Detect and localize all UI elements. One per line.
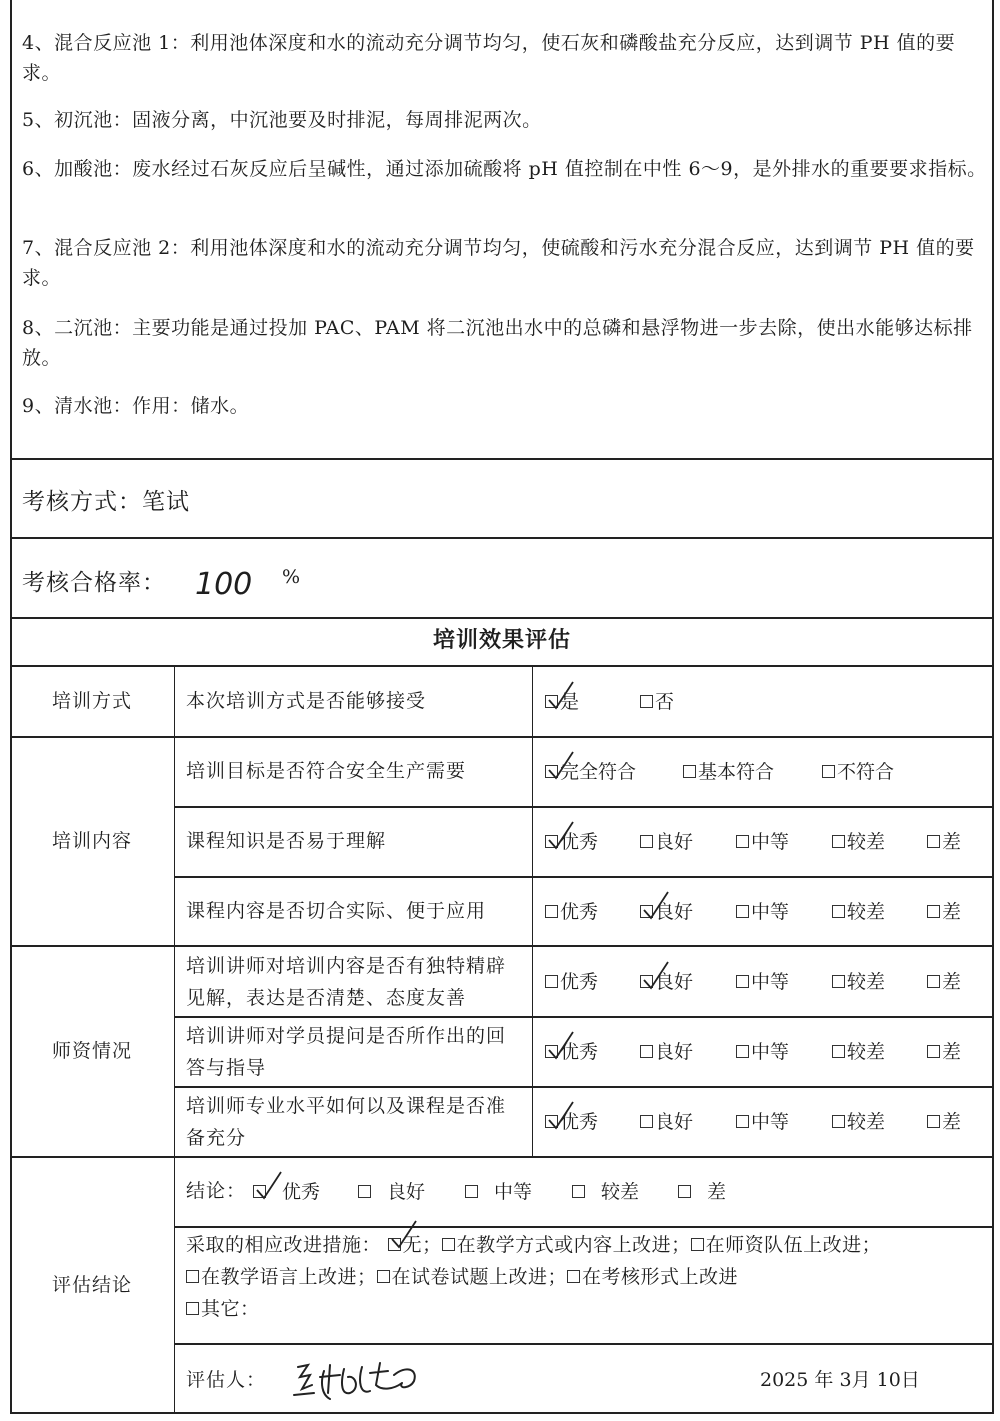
table-column-divider xyxy=(174,665,175,1414)
checkbox[interactable] xyxy=(822,765,835,778)
option[interactable] xyxy=(678,1180,726,1204)
option[interactable] xyxy=(832,1040,885,1064)
option-cell[interactable] xyxy=(927,900,961,924)
paragraph-item-5: 5、初沉池：固液分离，中沉池要及时排泥，每周排泥两次。 xyxy=(22,109,542,131)
checkbox[interactable] xyxy=(927,975,940,988)
option-cell[interactable] xyxy=(832,1040,885,1064)
option-cell[interactable] xyxy=(545,690,579,714)
checkbox[interactable] xyxy=(927,905,940,918)
divider xyxy=(10,1156,994,1158)
checkbox[interactable] xyxy=(640,1115,653,1128)
divider xyxy=(174,1086,994,1088)
date-year: 2025 xyxy=(760,1369,809,1391)
checkmark-icon xyxy=(642,890,672,922)
option-cell[interactable] xyxy=(640,690,674,714)
option[interactable] xyxy=(567,1261,738,1293)
option[interactable] xyxy=(253,1180,320,1204)
option-label: 中等 xyxy=(751,1041,790,1063)
option[interactable] xyxy=(736,970,789,994)
option-label: 优秀 xyxy=(282,1181,321,1203)
option-label: 差 xyxy=(942,1111,962,1133)
divider xyxy=(174,876,994,878)
improvement-label: 采取的相应改进措施： xyxy=(186,1234,382,1256)
option[interactable] xyxy=(691,1229,882,1261)
pass-rate-unit: % xyxy=(282,566,301,588)
option[interactable] xyxy=(736,900,789,924)
option-cell[interactable] xyxy=(832,830,885,854)
option[interactable] xyxy=(736,1040,789,1064)
question-text: 培训师专业水平如何以及课程是否准备充分 xyxy=(186,1095,507,1149)
option-cell[interactable] xyxy=(545,830,598,854)
option-label: 差 xyxy=(707,1181,727,1203)
divider xyxy=(10,617,994,619)
date-month: 3 xyxy=(839,1369,852,1391)
checkbox[interactable] xyxy=(683,765,696,778)
checkbox[interactable] xyxy=(678,1185,691,1198)
option[interactable] xyxy=(640,900,693,924)
divider xyxy=(10,537,994,539)
question-text: 本次培训方式是否能够接受 xyxy=(186,690,427,712)
option[interactable] xyxy=(572,1180,639,1204)
option-label: 中等 xyxy=(751,971,790,993)
option-label: 差 xyxy=(942,901,962,923)
option-cell[interactable] xyxy=(832,1110,885,1134)
checkbox[interactable] xyxy=(465,1185,478,1198)
evaluation-title: 培训效果评估 xyxy=(432,627,571,653)
section-label-teacher: 师资情况 xyxy=(51,1040,132,1062)
divider xyxy=(10,665,994,667)
option-label: 在教学方式或内容上改进； xyxy=(456,1234,691,1256)
option-cell[interactable] xyxy=(640,900,693,924)
option-cell[interactable] xyxy=(736,830,789,854)
checkbox[interactable] xyxy=(736,1115,749,1128)
option-label: 差 xyxy=(942,971,962,993)
option-cell[interactable] xyxy=(822,760,894,784)
evaluation-date xyxy=(760,1365,920,1395)
paragraph-item-4: 4、混合反应池 1：利用池体深度和水的流动充分调节均匀，使石灰和磷酸盐充分反应，达到调节 PH 值的要求。 xyxy=(22,32,956,84)
option[interactable] xyxy=(927,1040,961,1064)
option-cell[interactable] xyxy=(736,970,789,994)
checkbox[interactable] xyxy=(927,1045,940,1058)
paragraph-item-9: 9、清水池：作用：储水。 xyxy=(22,395,250,417)
checkbox[interactable] xyxy=(832,1045,845,1058)
checkbox[interactable] xyxy=(832,905,845,918)
divider xyxy=(10,945,994,947)
option-label: 在试卷试题上改进； xyxy=(391,1266,568,1288)
option[interactable] xyxy=(545,830,598,854)
improvement-block xyxy=(186,1229,986,1325)
option-label: 无； xyxy=(402,1234,442,1256)
option-cell[interactable] xyxy=(545,760,636,784)
checkbox[interactable] xyxy=(927,1115,940,1128)
checkmark-icon xyxy=(547,680,580,713)
option-label: 完全符合 xyxy=(560,761,637,783)
option[interactable] xyxy=(736,1110,789,1134)
option[interactable] xyxy=(377,1261,568,1293)
option-label: 较差 xyxy=(847,971,886,993)
checkmark-icon xyxy=(547,750,577,782)
date-month-unit: 月 xyxy=(851,1369,871,1391)
option[interactable] xyxy=(822,760,894,784)
option-cell[interactable] xyxy=(545,1040,598,1064)
table-column-divider xyxy=(532,665,533,1156)
option-label: 优秀 xyxy=(560,1041,599,1063)
improvement-other: 其它： xyxy=(201,1298,260,1320)
option-cell[interactable] xyxy=(927,970,961,994)
date-year-unit: 年 xyxy=(814,1369,834,1391)
option-label: 中等 xyxy=(751,901,790,923)
section-label-method: 培训方式 xyxy=(51,690,132,712)
checkbox[interactable] xyxy=(927,835,940,848)
option-label: 在教学语言上改进； xyxy=(201,1266,377,1288)
option-cell[interactable] xyxy=(927,1110,961,1134)
option-label: 良好 xyxy=(655,901,694,923)
option-cell[interactable] xyxy=(927,1040,961,1064)
option-label: 优秀 xyxy=(560,831,599,853)
option-label: 中等 xyxy=(751,831,790,853)
question-text: 课程内容是否切合实际、便于应用 xyxy=(186,900,487,922)
option[interactable] xyxy=(640,1040,693,1064)
paragraph-item-6: 6、加酸池：废水经过石灰反应后呈碱性，通过添加硫酸将 pH 值控制在中性 6～9，是外排水的重要要求指标。 xyxy=(22,158,987,180)
checkbox[interactable] xyxy=(832,1115,845,1128)
checkbox[interactable] xyxy=(691,1238,704,1251)
option[interactable] xyxy=(927,830,961,854)
option-cell[interactable] xyxy=(545,900,598,924)
option-label: 优秀 xyxy=(560,971,599,993)
section-label-content: 培训内容 xyxy=(51,830,132,852)
option-label: 优秀 xyxy=(560,901,599,923)
date-day-unit: 日 xyxy=(900,1369,920,1391)
option[interactable] xyxy=(186,1261,377,1293)
option-cell[interactable] xyxy=(832,900,885,924)
option-label: 差 xyxy=(942,831,962,853)
option-label: 良好 xyxy=(655,1111,694,1133)
conclusion-option[interactable] xyxy=(678,1180,726,1204)
checkmark-icon xyxy=(547,820,577,852)
option-label: 否 xyxy=(655,691,675,713)
option-label: 差 xyxy=(942,1041,962,1063)
option-label: 基本符合 xyxy=(698,761,775,783)
conclusion-option[interactable] xyxy=(253,1180,320,1204)
checkmark-icon xyxy=(255,1170,285,1202)
option-cell[interactable] xyxy=(927,830,961,854)
option[interactable] xyxy=(545,760,636,784)
option[interactable] xyxy=(545,970,598,994)
checkmark-icon xyxy=(642,960,672,992)
option-label: 良好 xyxy=(655,971,694,993)
option[interactable] xyxy=(545,1110,598,1134)
question-text: 培训讲师对培训内容是否有独特精辟见解，表达是否清楚、态度友善 xyxy=(186,955,507,1009)
option-cell[interactable] xyxy=(640,830,693,854)
assessment-method xyxy=(22,483,190,516)
checkbox[interactable] xyxy=(640,835,653,848)
option-label: 较差 xyxy=(847,1111,886,1133)
divider xyxy=(174,1016,994,1018)
option-label: 良好 xyxy=(387,1181,426,1203)
checkmark-icon xyxy=(547,1100,577,1132)
question-text: 课程知识是否易于理解 xyxy=(186,830,387,852)
paragraph-item-8: 8、二沉池：主要功能是通过投加 PAC、PAM 将二沉池出水中的总磷和悬浮物进一步去除，使出水能够达标排放。 xyxy=(22,317,973,369)
divider xyxy=(174,1226,994,1228)
option[interactable] xyxy=(832,1110,885,1134)
option-cell[interactable] xyxy=(545,1110,598,1134)
option[interactable] xyxy=(545,900,598,924)
conclusion-option[interactable] xyxy=(572,1180,639,1204)
option[interactable] xyxy=(736,830,789,854)
option-label: 良好 xyxy=(655,1041,694,1063)
checkbox[interactable] xyxy=(377,1270,390,1283)
checkbox[interactable] xyxy=(572,1185,585,1198)
option-cell[interactable] xyxy=(640,1040,693,1064)
assessment-method-label: 考核方式： xyxy=(22,489,142,515)
divider xyxy=(10,458,994,460)
option-label: 在师资队伍上改进； xyxy=(705,1234,882,1256)
option-cell[interactable] xyxy=(736,900,789,924)
option[interactable] xyxy=(640,830,693,854)
divider xyxy=(10,736,994,738)
date-day: 10 xyxy=(876,1369,901,1391)
checkbox[interactable] xyxy=(545,905,558,918)
option[interactable] xyxy=(640,970,693,994)
checkbox[interactable] xyxy=(832,975,845,988)
option-cell[interactable] xyxy=(683,760,774,784)
checkbox[interactable] xyxy=(736,975,749,988)
option[interactable] xyxy=(927,970,961,994)
conclusion-label: 结论： xyxy=(186,1180,247,1202)
checkbox[interactable] xyxy=(736,905,749,918)
signature xyxy=(290,1355,440,1410)
checkbox[interactable] xyxy=(545,975,558,988)
option-label: 优秀 xyxy=(560,1111,599,1133)
conclusion-option[interactable] xyxy=(358,1180,425,1204)
option[interactable] xyxy=(640,690,674,714)
option-label: 在考核形式上改进 xyxy=(582,1266,739,1288)
option-label: 良好 xyxy=(655,831,694,853)
pass-rate-value: 100 xyxy=(195,567,253,602)
option-label: 是 xyxy=(560,691,580,713)
option[interactable] xyxy=(683,760,774,784)
checkbox[interactable] xyxy=(832,835,845,848)
option-cell[interactable] xyxy=(545,970,598,994)
checkbox[interactable] xyxy=(442,1238,455,1251)
option[interactable] xyxy=(465,1180,532,1204)
evaluator-label: 评估人： xyxy=(186,1369,267,1391)
checkbox[interactable] xyxy=(186,1270,199,1283)
checkbox[interactable] xyxy=(567,1270,580,1283)
pass-rate-label: 考核合格率： xyxy=(22,570,166,596)
option-label: 较差 xyxy=(601,1181,640,1203)
section-label-conclusion: 评估结论 xyxy=(51,1274,132,1296)
option[interactable] xyxy=(545,1040,598,1064)
option-label: 较差 xyxy=(847,831,886,853)
question-text: 培训讲师对学员提问是否所作出的回答与指导 xyxy=(186,1025,507,1079)
divider xyxy=(174,806,994,808)
option-cell[interactable] xyxy=(736,1040,789,1064)
checkbox[interactable] xyxy=(640,695,653,708)
checkbox[interactable] xyxy=(736,835,749,848)
checkbox[interactable] xyxy=(358,1185,371,1198)
assessment-method-value: 笔试 xyxy=(142,489,190,515)
option-label: 中等 xyxy=(751,1111,790,1133)
option-cell[interactable] xyxy=(832,970,885,994)
option[interactable] xyxy=(442,1229,691,1261)
question-text: 培训目标是否符合安全生产需要 xyxy=(186,760,467,782)
paragraph-item-7: 7、混合反应池 2：利用池体深度和水的流动充分调节均匀，使硫酸和污水充分混合反应，达到调节 PH 值的要求。 xyxy=(22,237,975,289)
checkbox[interactable] xyxy=(736,1045,749,1058)
option-label: 较差 xyxy=(847,1041,886,1063)
option[interactable] xyxy=(388,1229,442,1261)
divider xyxy=(174,1343,994,1345)
option-label: 中等 xyxy=(494,1181,533,1203)
option[interactable] xyxy=(927,900,961,924)
option-label: 较差 xyxy=(847,901,886,923)
checkmark-icon xyxy=(390,1219,420,1251)
checkbox[interactable] xyxy=(186,1302,199,1315)
option-cell[interactable] xyxy=(640,1110,693,1134)
checkmark-icon xyxy=(547,1030,577,1062)
option[interactable] xyxy=(640,1110,693,1134)
option-cell[interactable] xyxy=(736,1110,789,1134)
option[interactable] xyxy=(832,830,885,854)
option[interactable] xyxy=(927,1110,961,1134)
option[interactable] xyxy=(832,900,885,924)
option[interactable] xyxy=(358,1180,425,1204)
option-label: 不符合 xyxy=(837,761,895,783)
checkbox[interactable] xyxy=(640,1045,653,1058)
pass-rate xyxy=(22,564,166,597)
option-cell[interactable] xyxy=(640,970,693,994)
option[interactable] xyxy=(832,970,885,994)
option[interactable] xyxy=(545,690,579,714)
conclusion-option[interactable] xyxy=(465,1180,532,1204)
